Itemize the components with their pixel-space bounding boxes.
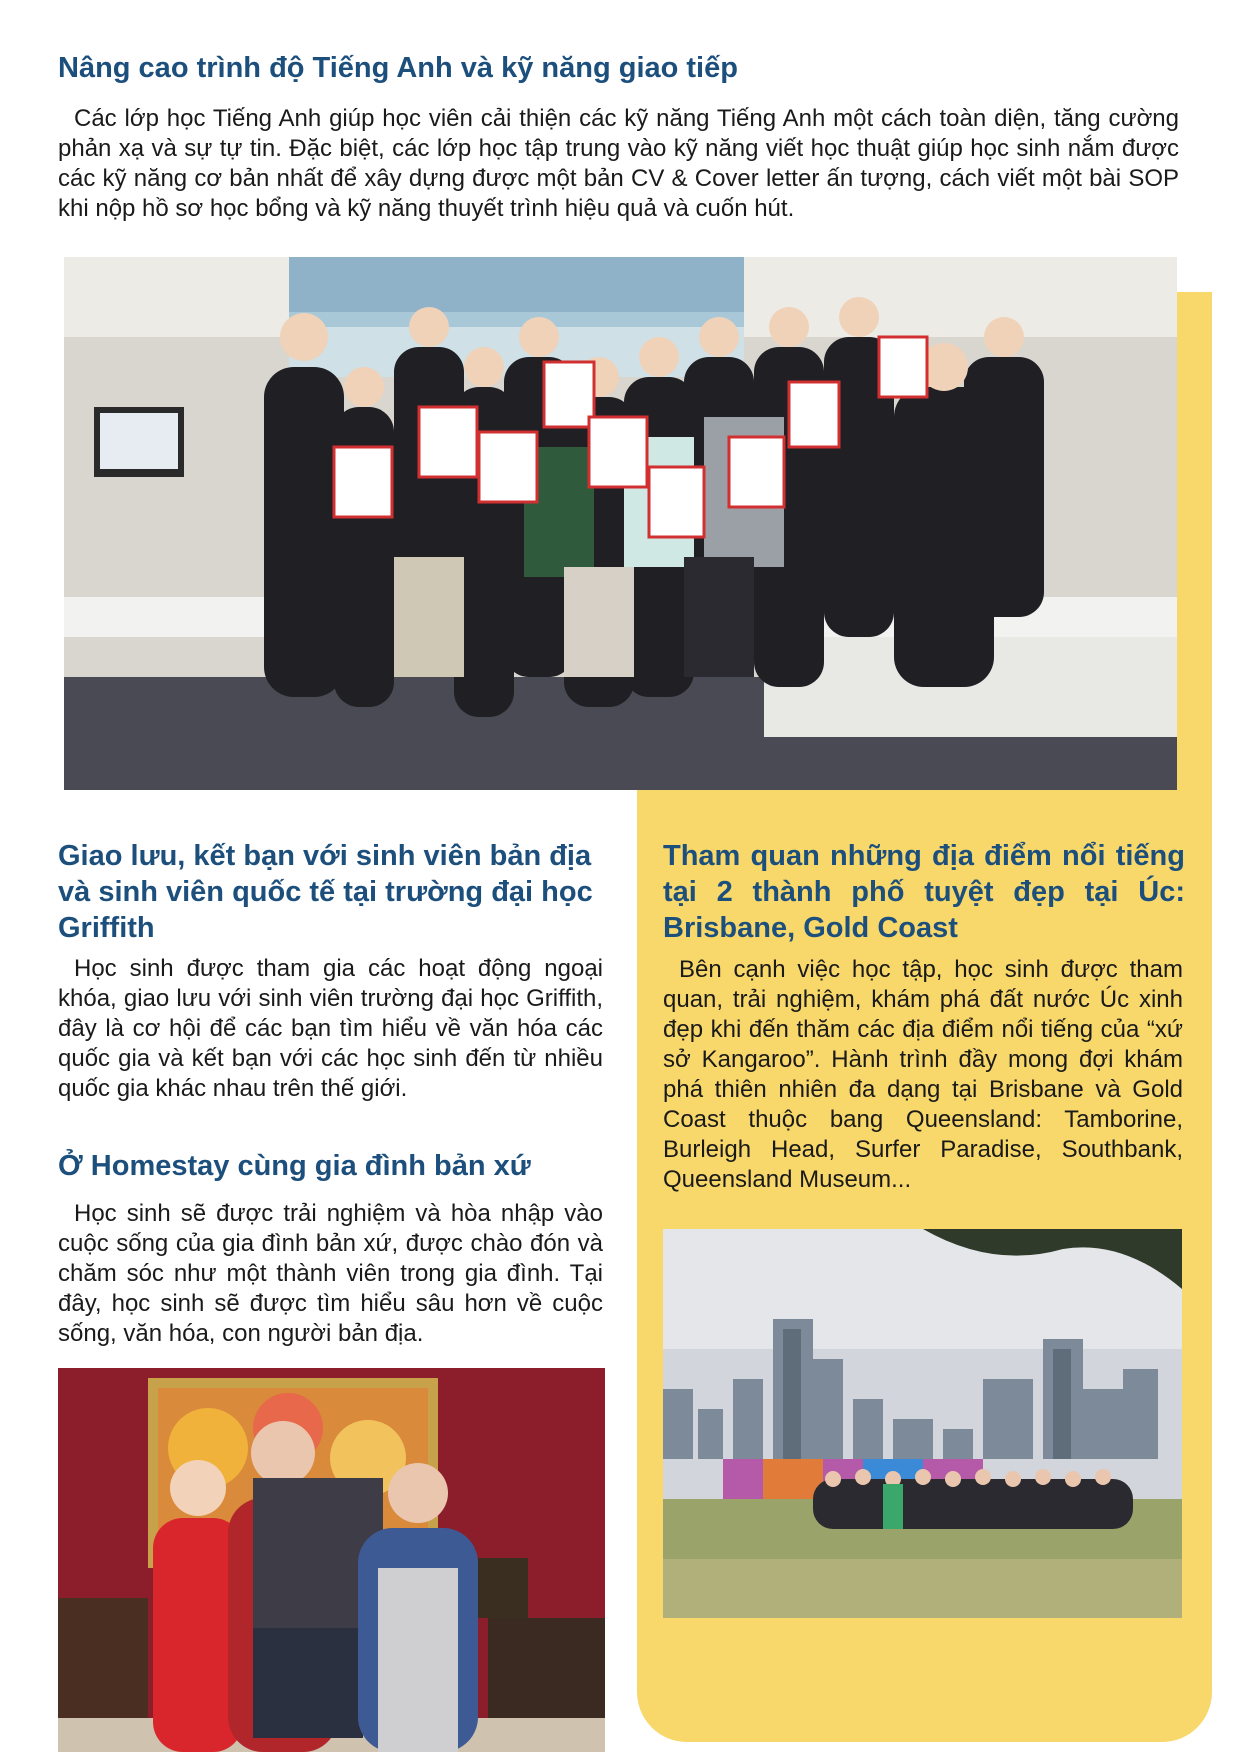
section-tour-body: Bên cạnh việc học tập, học sinh được tham quan, trải nghiệm, khám phá đất nước Úc xinh đẹp khi đến thăm các địa điểm nổi tiếng của “xứ sở Kangaroo”. Hành trình đầy mong đợi khám phá thiên nhiên đa dạng tại Brisbane và Gold Coast thuộc bang Queensland: Tamborine, Burleigh Head, Surfer Paradise, Southbank, Queensland Museum... <box>663 956 1183 1193</box>
homestay-photo <box>58 1368 605 1752</box>
section-tour-title: Tham quan những địa điểm nổi tiếng tại 2 thành phố tuyệt đẹp tại Úc: Brisbane, Gold Coast <box>663 840 1185 944</box>
section-english-title: Nâng cao trình độ Tiếng Anh và kỹ năng giao tiếp <box>58 52 738 84</box>
classroom-photo <box>64 257 1177 790</box>
section-exchange-title: Giao lưu, kết bạn với sinh viên bản địa và sinh viên quốc tế tại trường đại học Griffith <box>58 840 593 944</box>
section-homestay-body: Học sinh sẽ được trải nghiệm và hòa nhập vào cuộc sống của gia đình bản xứ, được chào đón và chăm sóc như một thành viên trong gia đình. Tại đây, học sinh sẽ được tìm hiểu sâu hơn về cuộc sống, văn hóa, con người bản địa. <box>58 1200 603 1347</box>
section-homestay-title: Ở Homestay cùng gia đình bản xứ <box>58 1150 531 1182</box>
section-exchange-body: Học sinh được tham gia các hoạt động ngoại khóa, giao lưu với sinh viên trường đại học Griffith, đây là cơ hội để các bạn tìm hiểu về văn hóa các quốc gia và kết bạn với các học sinh đến từ nhiều quốc gia khác nhau trên thế giới. <box>58 955 603 1102</box>
section-english-body: Các lớp học Tiếng Anh giúp học viên cải thiện các kỹ năng Tiếng Anh một cách toàn diện, tăng cường phản xạ và sự tự tin. Đặc biệt, các lớp học tập trung vào kỹ năng viết học thuật giúp học sinh nắm được các kỹ năng cơ bản nhất để xây dựng được một bản CV & Cover letter ấn tượng, cách viết một bài SOP khi nộp hồ sơ học bổng và kỹ năng thuyết trình hiệu quả và cuốn hút. <box>58 105 1179 222</box>
brisbane-photo <box>663 1229 1182 1618</box>
